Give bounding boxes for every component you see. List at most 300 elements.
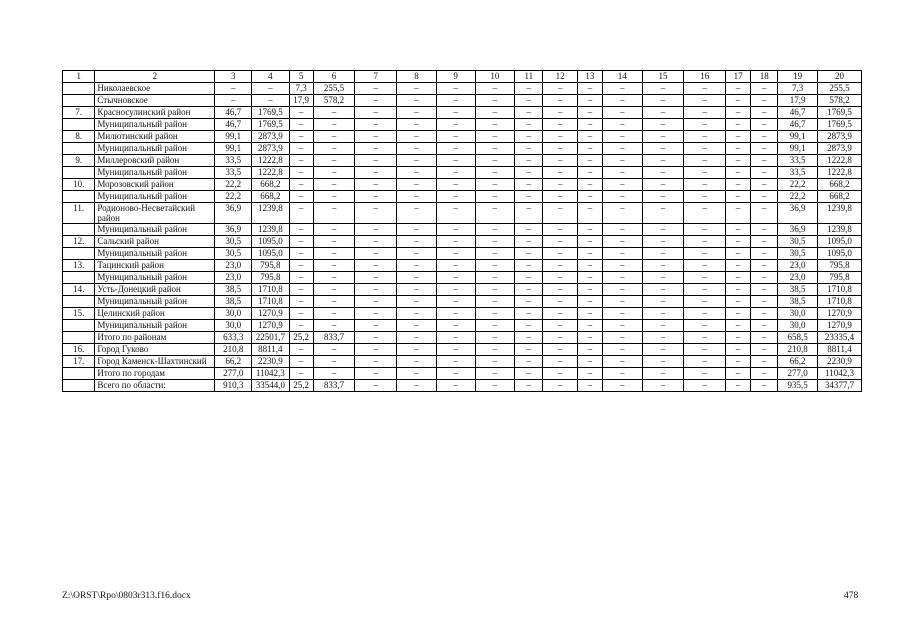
value-cell: – xyxy=(515,131,543,143)
value-cell: – xyxy=(515,320,543,332)
row-number-cell: 13. xyxy=(63,260,95,272)
value-cell: – xyxy=(289,368,313,380)
value-cell: – xyxy=(252,83,290,95)
value-cell: 17,9 xyxy=(778,95,818,107)
value-cell: – xyxy=(726,368,751,380)
row-number-cell: 7. xyxy=(63,107,95,119)
value-cell: – xyxy=(515,155,543,167)
value-cell: – xyxy=(355,248,397,260)
value-cell: – xyxy=(726,143,751,155)
value-cell: – xyxy=(289,167,313,179)
value-cell: 1239,8 xyxy=(818,203,862,224)
value-cell: – xyxy=(751,320,778,332)
row-number-cell xyxy=(63,224,95,236)
value-cell: – xyxy=(543,320,577,332)
column-header-6: 6 xyxy=(313,71,355,83)
value-cell: 38,5 xyxy=(778,296,818,308)
value-cell: – xyxy=(515,179,543,191)
value-cell: – xyxy=(543,368,577,380)
footer-page-number: 478 xyxy=(844,591,859,601)
value-cell: 1222,8 xyxy=(818,155,862,167)
value-cell: – xyxy=(684,191,726,203)
value-cell: – xyxy=(642,380,684,392)
value-cell: – xyxy=(436,380,475,392)
value-cell: – xyxy=(602,95,642,107)
value-cell: – xyxy=(215,95,252,107)
value-cell: – xyxy=(577,224,602,236)
value-cell: – xyxy=(684,236,726,248)
table-row xyxy=(63,236,862,248)
value-cell: – xyxy=(577,356,602,368)
value-cell: 22,2 xyxy=(778,179,818,191)
value-cell: – xyxy=(751,224,778,236)
value-cell: – xyxy=(289,272,313,284)
column-header-9: 9 xyxy=(436,71,475,83)
value-cell: – xyxy=(751,83,778,95)
value-cell: – xyxy=(475,107,515,119)
row-name-cell: Муниципальный район xyxy=(95,272,215,284)
value-cell: 1270,9 xyxy=(818,308,862,320)
value-cell: 99,1 xyxy=(778,131,818,143)
value-cell: – xyxy=(475,284,515,296)
value-cell: – xyxy=(397,260,437,272)
value-cell: – xyxy=(684,131,726,143)
footer-file-path: Z:\ORST\Rpo\0803r313.f16.docx xyxy=(62,591,191,601)
value-cell: 795,8 xyxy=(818,260,862,272)
value-cell: 1239,8 xyxy=(252,203,290,224)
value-cell: – xyxy=(642,83,684,95)
value-cell: – xyxy=(397,320,437,332)
table-row xyxy=(63,107,862,119)
value-cell: – xyxy=(642,260,684,272)
value-cell: 46,7 xyxy=(215,107,252,119)
value-cell: – xyxy=(751,272,778,284)
value-cell: – xyxy=(355,380,397,392)
value-cell: – xyxy=(515,143,543,155)
value-cell: – xyxy=(313,119,355,131)
row-name-cell: Родионово-Несветайский район xyxy=(95,203,215,224)
value-cell: – xyxy=(684,284,726,296)
value-cell: – xyxy=(602,332,642,344)
row-number-cell xyxy=(63,167,95,179)
value-cell: – xyxy=(436,83,475,95)
value-cell: – xyxy=(475,248,515,260)
value-cell: – xyxy=(726,155,751,167)
value-cell: – xyxy=(543,356,577,368)
value-cell: – xyxy=(543,203,577,224)
value-cell: 1710,8 xyxy=(252,296,290,308)
value-cell: – xyxy=(726,83,751,95)
value-cell: – xyxy=(475,344,515,356)
value-cell: 668,2 xyxy=(252,179,290,191)
value-cell: – xyxy=(313,179,355,191)
value-cell: – xyxy=(602,203,642,224)
value-cell: – xyxy=(684,296,726,308)
value-cell: – xyxy=(397,356,437,368)
value-cell: 1769,5 xyxy=(252,119,290,131)
value-cell: – xyxy=(726,119,751,131)
value-cell: – xyxy=(751,296,778,308)
value-cell: – xyxy=(642,179,684,191)
row-name-cell: Муниципальный район xyxy=(95,143,215,155)
value-cell: – xyxy=(397,119,437,131)
value-cell: – xyxy=(543,179,577,191)
value-cell: – xyxy=(751,203,778,224)
value-cell: – xyxy=(602,248,642,260)
value-cell: – xyxy=(289,260,313,272)
value-cell: – xyxy=(642,107,684,119)
value-cell: – xyxy=(313,248,355,260)
table-row xyxy=(63,356,862,368)
value-cell: – xyxy=(475,380,515,392)
value-cell: – xyxy=(397,155,437,167)
value-cell: 2230,9 xyxy=(252,356,290,368)
value-cell: – xyxy=(751,155,778,167)
value-cell: – xyxy=(577,248,602,260)
value-cell: – xyxy=(642,143,684,155)
value-cell: 2873,9 xyxy=(818,143,862,155)
value-cell: – xyxy=(436,224,475,236)
value-cell: – xyxy=(475,95,515,107)
value-cell: – xyxy=(684,155,726,167)
value-cell: – xyxy=(436,167,475,179)
value-cell: – xyxy=(289,203,313,224)
value-cell: – xyxy=(642,308,684,320)
value-cell: 23,0 xyxy=(778,260,818,272)
value-cell: – xyxy=(515,167,543,179)
value-cell: – xyxy=(751,380,778,392)
value-cell: – xyxy=(642,131,684,143)
value-cell: – xyxy=(475,260,515,272)
value-cell: – xyxy=(726,272,751,284)
value-cell: – xyxy=(313,203,355,224)
data-table xyxy=(62,70,862,392)
table-row xyxy=(63,143,862,155)
value-cell: – xyxy=(397,83,437,95)
value-cell: – xyxy=(313,308,355,320)
value-cell: 46,7 xyxy=(778,107,818,119)
value-cell: – xyxy=(355,155,397,167)
value-cell: – xyxy=(543,344,577,356)
column-header-1: 1 xyxy=(63,71,95,83)
value-cell: 33,5 xyxy=(215,167,252,179)
value-cell: – xyxy=(684,179,726,191)
value-cell: 30,5 xyxy=(215,248,252,260)
value-cell: – xyxy=(436,131,475,143)
value-cell: – xyxy=(355,284,397,296)
value-cell: – xyxy=(726,356,751,368)
value-cell: – xyxy=(355,107,397,119)
value-cell: – xyxy=(515,368,543,380)
value-cell: – xyxy=(475,191,515,203)
value-cell: – xyxy=(684,248,726,260)
value-cell: 578,2 xyxy=(818,95,862,107)
value-cell: – xyxy=(577,143,602,155)
column-header-7: 7 xyxy=(355,71,397,83)
value-cell: 46,7 xyxy=(215,119,252,131)
value-cell: – xyxy=(475,236,515,248)
value-cell: – xyxy=(436,191,475,203)
value-cell: – xyxy=(577,131,602,143)
value-cell: – xyxy=(602,143,642,155)
value-cell: – xyxy=(751,191,778,203)
row-number-cell xyxy=(63,332,95,344)
value-cell: 7,3 xyxy=(778,83,818,95)
value-cell: 833,7 xyxy=(313,332,355,344)
value-cell: 22,2 xyxy=(778,191,818,203)
value-cell: – xyxy=(515,236,543,248)
value-cell: – xyxy=(577,236,602,248)
value-cell: – xyxy=(577,179,602,191)
table-body xyxy=(63,83,862,392)
row-number-cell xyxy=(63,380,95,392)
value-cell: 277,0 xyxy=(215,368,252,380)
row-name-cell: Муниципальный район xyxy=(95,167,215,179)
value-cell: – xyxy=(313,284,355,296)
value-cell: 2873,9 xyxy=(818,131,862,143)
value-cell: – xyxy=(684,344,726,356)
value-cell: – xyxy=(751,260,778,272)
value-cell: – xyxy=(355,143,397,155)
value-cell: – xyxy=(515,308,543,320)
value-cell: – xyxy=(577,380,602,392)
row-name-cell: Муниципальный район xyxy=(95,191,215,203)
row-number-cell: 14. xyxy=(63,284,95,296)
value-cell: – xyxy=(577,308,602,320)
value-cell: 33,5 xyxy=(215,155,252,167)
value-cell: – xyxy=(684,320,726,332)
value-cell: 23335,4 xyxy=(818,332,862,344)
value-cell: – xyxy=(475,272,515,284)
row-number-cell xyxy=(63,191,95,203)
value-cell: – xyxy=(313,356,355,368)
value-cell: 25,2 xyxy=(289,380,313,392)
row-number-cell: 9. xyxy=(63,155,95,167)
value-cell: – xyxy=(577,167,602,179)
row-name-cell: Сальский район xyxy=(95,236,215,248)
value-cell: – xyxy=(313,143,355,155)
row-name-cell: Муниципальный район xyxy=(95,320,215,332)
value-cell: – xyxy=(355,95,397,107)
value-cell: – xyxy=(313,272,355,284)
value-cell: – xyxy=(313,167,355,179)
value-cell: – xyxy=(684,83,726,95)
value-cell: – xyxy=(642,344,684,356)
value-cell: – xyxy=(355,83,397,95)
value-cell: – xyxy=(577,260,602,272)
value-cell: – xyxy=(515,260,543,272)
value-cell: – xyxy=(642,356,684,368)
value-cell: – xyxy=(436,119,475,131)
value-cell: – xyxy=(577,119,602,131)
value-cell: – xyxy=(515,119,543,131)
value-cell: 38,5 xyxy=(215,296,252,308)
value-cell: 30,0 xyxy=(778,320,818,332)
value-cell: – xyxy=(543,296,577,308)
value-cell: – xyxy=(475,320,515,332)
column-header-14: 14 xyxy=(602,71,642,83)
value-cell: – xyxy=(475,131,515,143)
value-cell: 30,0 xyxy=(215,320,252,332)
value-cell: – xyxy=(436,155,475,167)
row-name-cell: Усть-Донецкий район xyxy=(95,284,215,296)
value-cell: – xyxy=(751,119,778,131)
value-cell: 25,2 xyxy=(289,332,313,344)
row-name-cell: Муниципальный район xyxy=(95,296,215,308)
value-cell: 23,0 xyxy=(778,272,818,284)
value-cell: – xyxy=(726,224,751,236)
value-cell: – xyxy=(577,191,602,203)
value-cell: 2873,9 xyxy=(252,131,290,143)
value-cell: – xyxy=(289,296,313,308)
value-cell: – xyxy=(436,248,475,260)
value-cell: – xyxy=(726,308,751,320)
value-cell: – xyxy=(543,260,577,272)
value-cell: – xyxy=(436,308,475,320)
value-cell: – xyxy=(397,284,437,296)
row-name-cell: Город Каменск-Шахтинский xyxy=(95,356,215,368)
value-cell: – xyxy=(515,83,543,95)
value-cell: 277,0 xyxy=(778,368,818,380)
row-name-cell: Муниципальный район xyxy=(95,224,215,236)
value-cell: 23,0 xyxy=(215,260,252,272)
value-cell: – xyxy=(543,332,577,344)
row-name-cell: Николаевское xyxy=(95,83,215,95)
value-cell: 66,2 xyxy=(215,356,252,368)
table-header-row xyxy=(63,71,862,83)
value-cell: – xyxy=(289,224,313,236)
value-cell: – xyxy=(751,179,778,191)
value-cell: – xyxy=(436,179,475,191)
value-cell: – xyxy=(397,308,437,320)
column-header-2: 2 xyxy=(95,71,215,83)
value-cell: – xyxy=(436,320,475,332)
value-cell: – xyxy=(397,179,437,191)
value-cell: – xyxy=(602,380,642,392)
value-cell: – xyxy=(397,191,437,203)
value-cell: – xyxy=(751,248,778,260)
value-cell: – xyxy=(543,167,577,179)
table-row xyxy=(63,332,862,344)
value-cell: – xyxy=(289,119,313,131)
value-cell: – xyxy=(642,203,684,224)
row-number-cell: 10. xyxy=(63,179,95,191)
value-cell: 22,2 xyxy=(215,179,252,191)
table-row xyxy=(63,248,862,260)
value-cell: 1769,5 xyxy=(818,107,862,119)
value-cell: – xyxy=(355,344,397,356)
value-cell: 22,2 xyxy=(215,191,252,203)
value-cell: – xyxy=(602,320,642,332)
value-cell: – xyxy=(355,272,397,284)
value-cell: – xyxy=(726,332,751,344)
table-row xyxy=(63,83,862,95)
value-cell: – xyxy=(436,368,475,380)
value-cell: – xyxy=(543,284,577,296)
value-cell: – xyxy=(289,236,313,248)
value-cell: 1239,8 xyxy=(252,224,290,236)
value-cell: – xyxy=(475,143,515,155)
row-number-cell: 17. xyxy=(63,356,95,368)
row-number-cell xyxy=(63,272,95,284)
value-cell: – xyxy=(602,167,642,179)
row-name-cell: Морозовский район xyxy=(95,179,215,191)
value-cell: – xyxy=(602,356,642,368)
value-cell: – xyxy=(726,284,751,296)
row-number-cell: 16. xyxy=(63,344,95,356)
value-cell: – xyxy=(577,332,602,344)
value-cell: – xyxy=(642,236,684,248)
value-cell: – xyxy=(397,236,437,248)
row-number-cell xyxy=(63,248,95,260)
value-cell: – xyxy=(602,236,642,248)
value-cell: – xyxy=(355,332,397,344)
table-row xyxy=(63,95,862,107)
value-cell: – xyxy=(602,296,642,308)
value-cell: 30,0 xyxy=(778,308,818,320)
row-name-cell: Милютинский район xyxy=(95,131,215,143)
value-cell: – xyxy=(602,131,642,143)
value-cell: – xyxy=(436,95,475,107)
value-cell: 910,3 xyxy=(215,380,252,392)
value-cell: – xyxy=(289,131,313,143)
table-row xyxy=(63,344,862,356)
value-cell: – xyxy=(726,179,751,191)
value-cell: – xyxy=(397,167,437,179)
column-header-12: 12 xyxy=(543,71,577,83)
row-number-cell xyxy=(63,368,95,380)
column-header-19: 19 xyxy=(778,71,818,83)
value-cell: – xyxy=(577,155,602,167)
value-cell: – xyxy=(436,236,475,248)
value-cell: – xyxy=(289,356,313,368)
row-name-cell: Красносулинский район xyxy=(95,107,215,119)
value-cell: – xyxy=(397,203,437,224)
value-cell: 36,9 xyxy=(215,224,252,236)
value-cell: – xyxy=(543,191,577,203)
value-cell: 11042,3 xyxy=(252,368,290,380)
value-cell: – xyxy=(577,320,602,332)
value-cell: – xyxy=(397,344,437,356)
row-name-cell: Итого по городам xyxy=(95,368,215,380)
value-cell: 33,5 xyxy=(778,167,818,179)
column-header-5: 5 xyxy=(289,71,313,83)
value-cell: – xyxy=(515,272,543,284)
value-cell: – xyxy=(397,380,437,392)
value-cell: – xyxy=(726,344,751,356)
value-cell: – xyxy=(515,332,543,344)
value-cell: – xyxy=(726,296,751,308)
value-cell: – xyxy=(684,224,726,236)
column-header-18: 18 xyxy=(751,71,778,83)
value-cell: – xyxy=(577,284,602,296)
value-cell: – xyxy=(475,119,515,131)
value-cell: 1270,9 xyxy=(818,320,862,332)
value-cell: 99,1 xyxy=(778,143,818,155)
value-cell: – xyxy=(289,143,313,155)
value-cell: – xyxy=(642,191,684,203)
table-row xyxy=(63,260,862,272)
value-cell: 36,9 xyxy=(778,224,818,236)
value-cell: – xyxy=(684,272,726,284)
value-cell: – xyxy=(355,119,397,131)
value-cell: – xyxy=(577,272,602,284)
value-cell: – xyxy=(355,308,397,320)
value-cell: – xyxy=(726,95,751,107)
value-cell: – xyxy=(355,356,397,368)
value-cell: – xyxy=(751,344,778,356)
value-cell: 11042,3 xyxy=(818,368,862,380)
